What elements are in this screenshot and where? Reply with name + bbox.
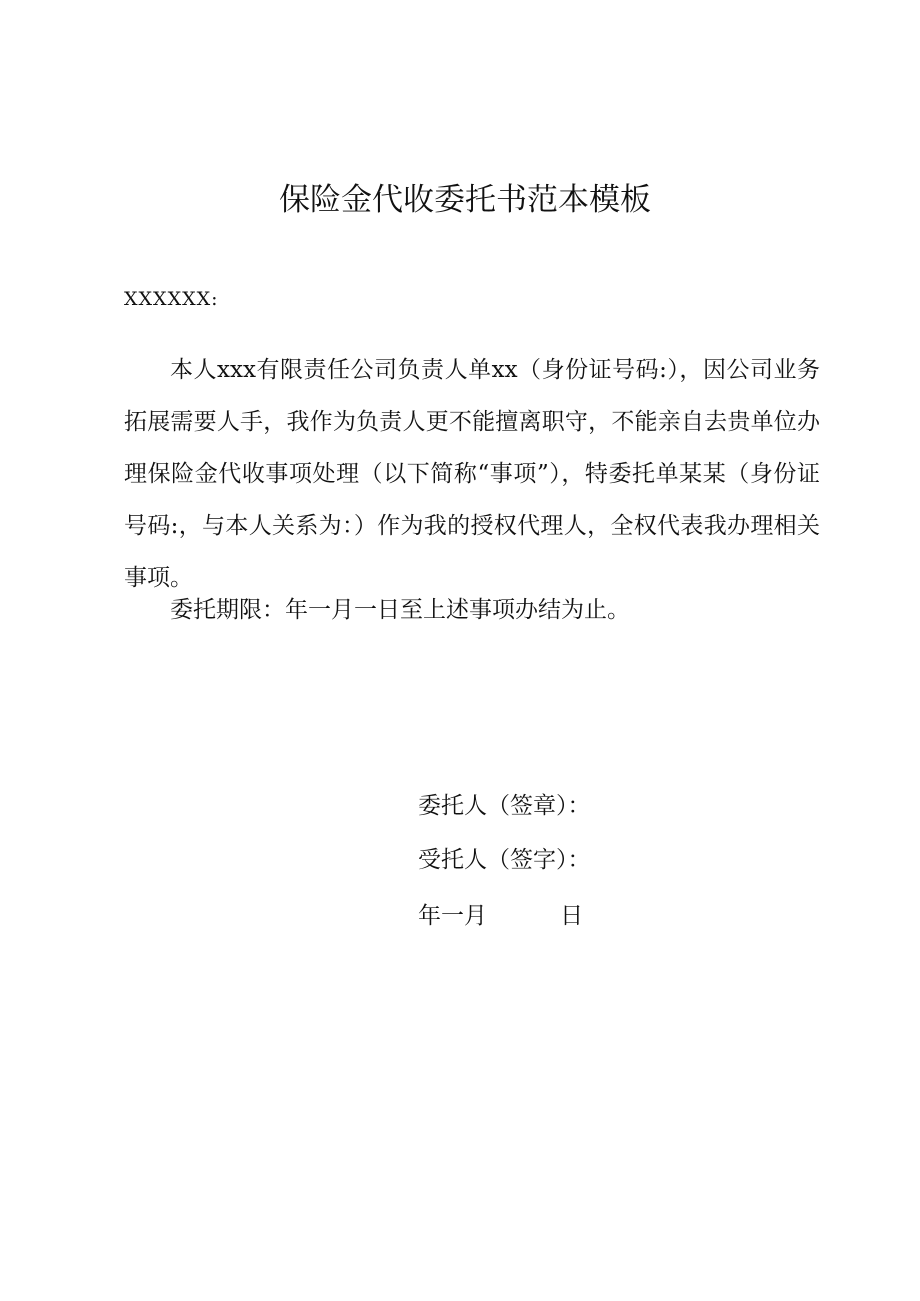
date-line: 年一月 日	[418, 903, 584, 929]
entrustment-period: 委托期限：年一月一日至上述事项办结为止。	[170, 597, 630, 623]
principal-signature-line: 委托人（签章）：	[418, 793, 591, 819]
document-title: 保险金代收委托书范本模板	[279, 182, 651, 218]
salutation: XXXXXX:	[124, 288, 219, 310]
body-paragraph: 本人xxx有限责任公司负责人单xx（身份证号码:），因公司业务拓展需要人手，我作为负责人更不能擅离职守，不能亲自去贵单位办理保险金代收事项处理（以下简称“事项”），特委托单某某（身份证号码:，与本人关系为：）作为我的授权代理人，全权代表我办理相关事项。	[124, 357, 820, 591]
agent-signature-line: 受托人（签字）：	[418, 847, 591, 873]
